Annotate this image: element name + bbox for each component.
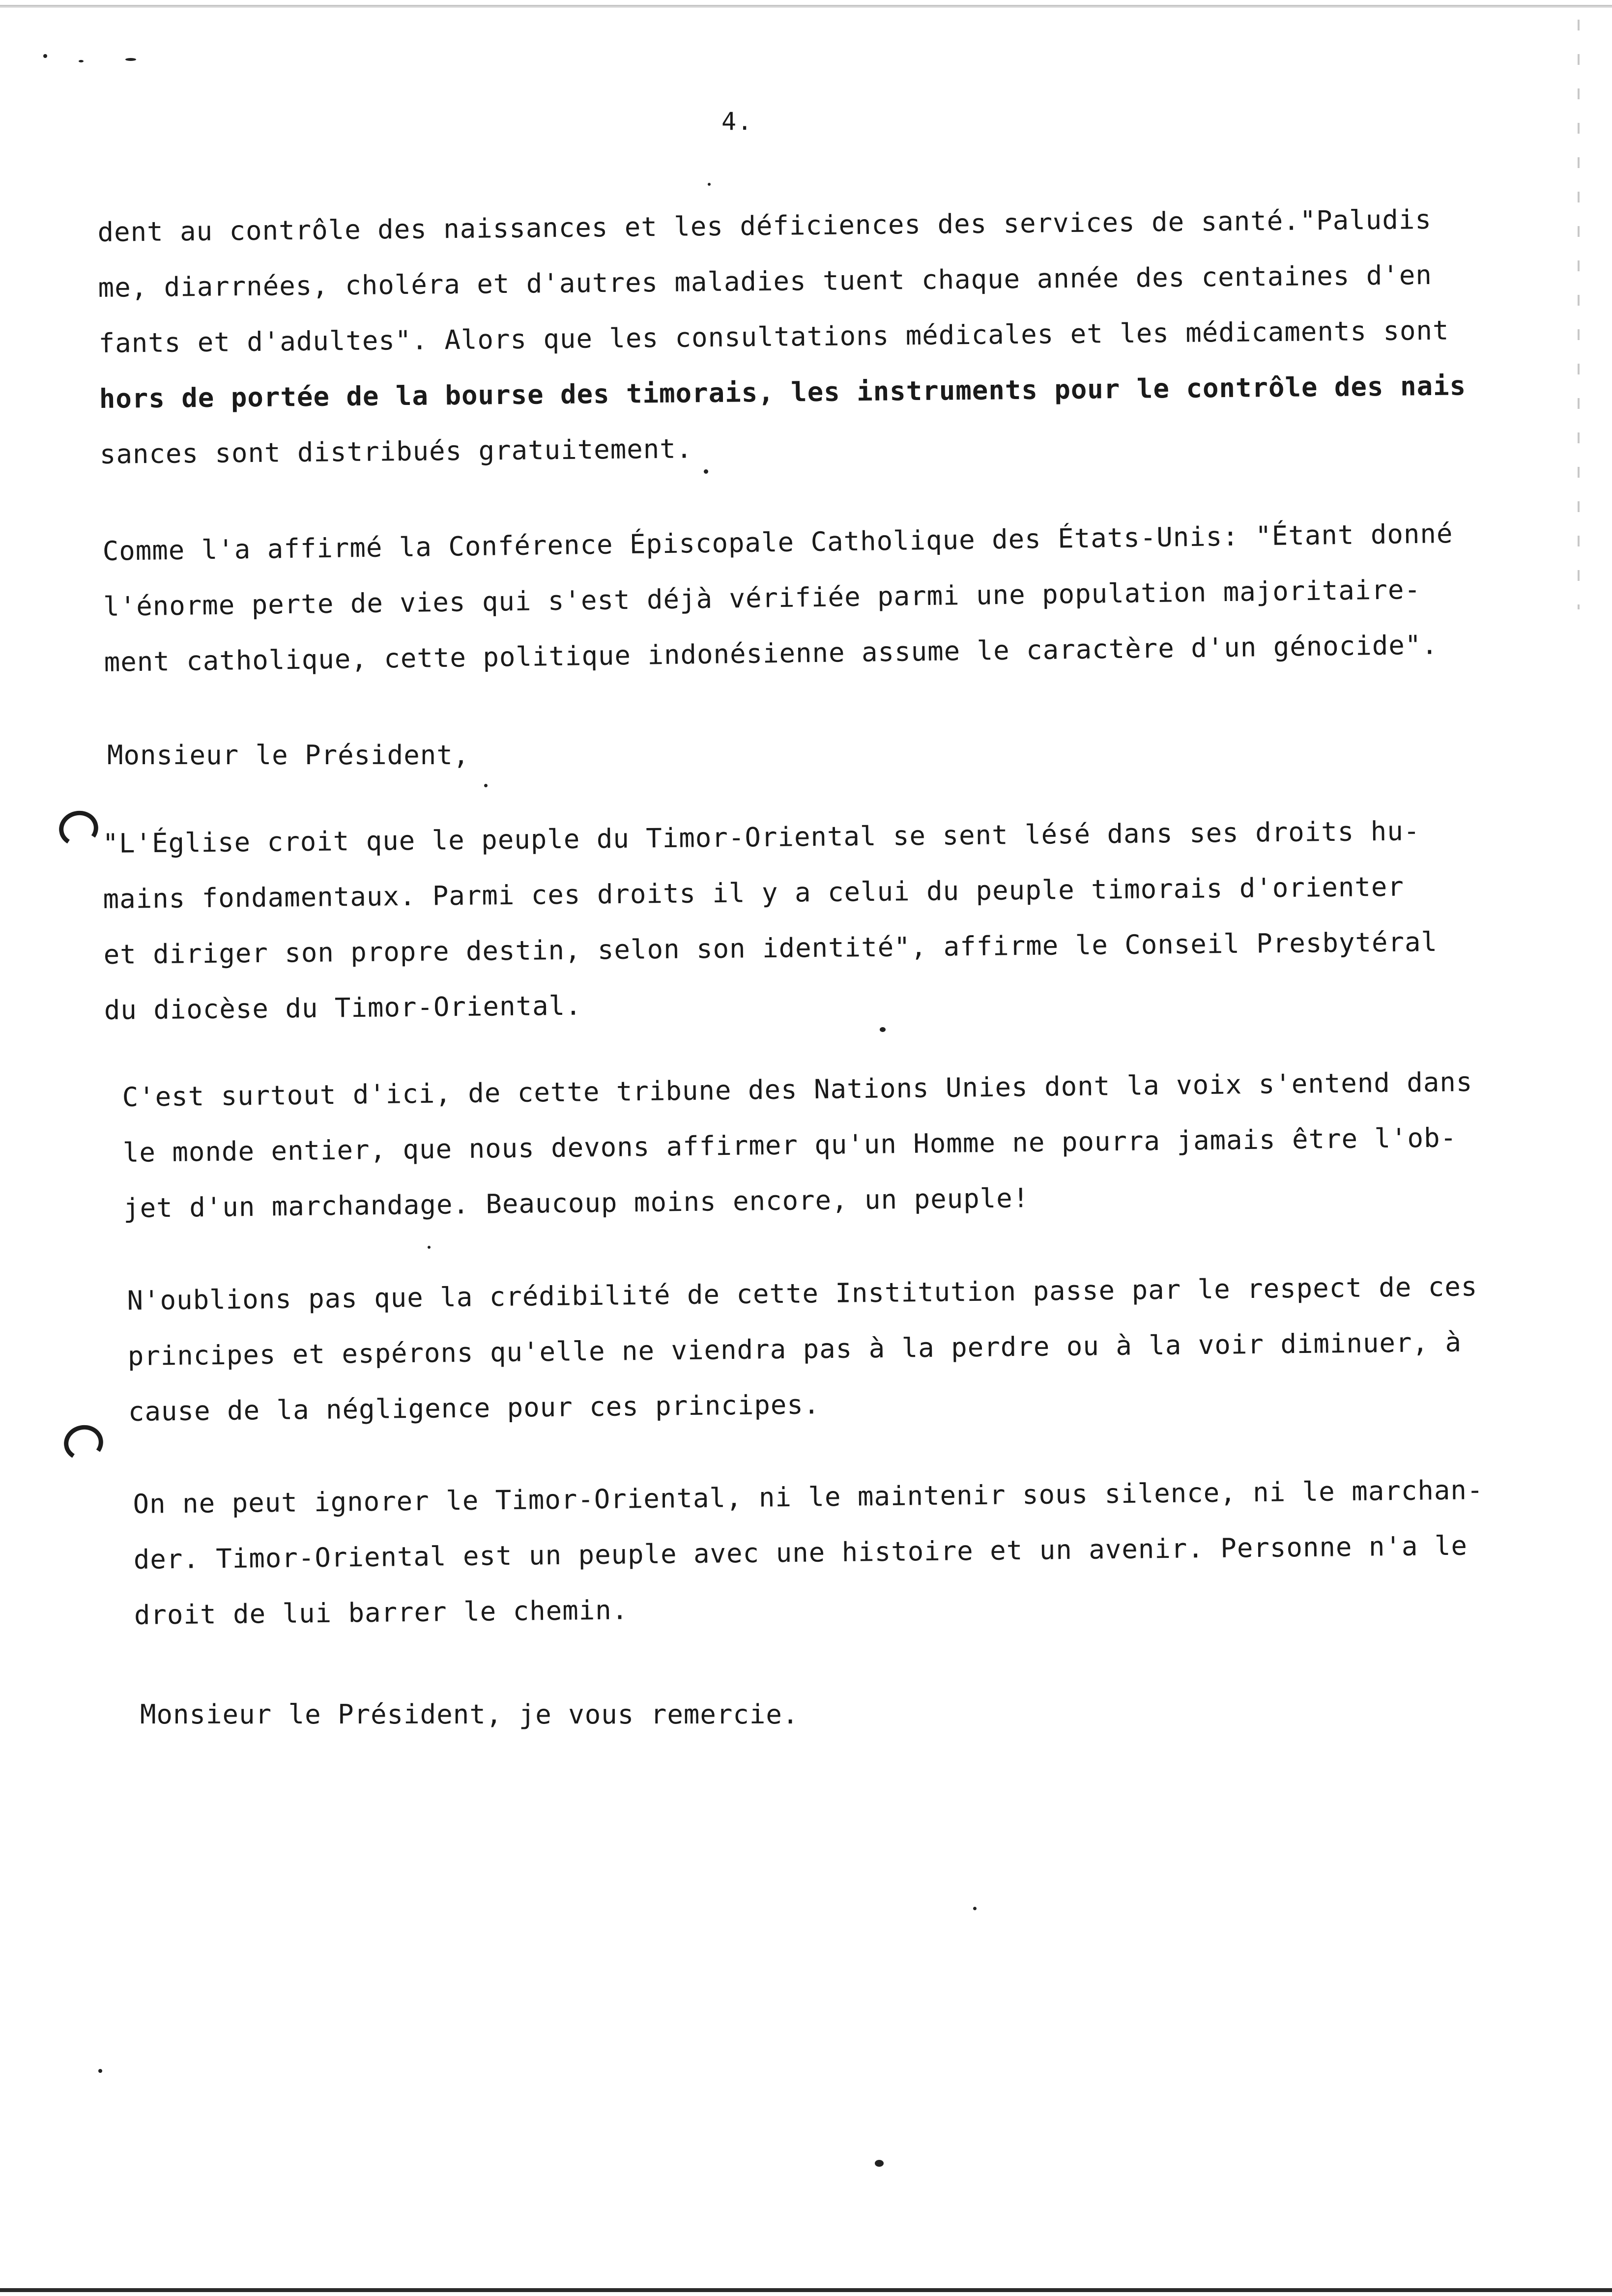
text-line: C'est surtout d'ici, de cette tribune des Nations Unies dont la voix s'entend dans: [122, 1066, 1473, 1113]
paragraph-address-president: [107, 727, 469, 783]
text-line: fants et d'adultes". Alors que les consultations médicales et les médicaments sont: [98, 315, 1449, 359]
text-line: dent au contrôle des naissances et les déficiences des services de santé."Paludis: [97, 203, 1432, 248]
text-line: sances sont distribués gratuitement.: [99, 433, 693, 470]
paragraph-church-quote: [102, 803, 1439, 1038]
scan-speck: [708, 183, 711, 186]
text-line: principes et espérons qu'elle ne viendra pas à la perdre ou à la voir diminuer, à: [127, 1326, 1462, 1372]
text-line: "L'Église croit que le peuple du Timor-Oriental se sent lésé dans ses droits hu-: [102, 815, 1420, 859]
scan-speck: [79, 60, 84, 62]
text-line: ment catholique, cette politique indonésienne assume le caractère d'un génocide".: [104, 629, 1439, 678]
text-line: der. Timor-Oriental est un peuple avec une histoire et un avenir. Personne n'a le: [133, 1530, 1468, 1575]
scan-speck: [428, 1246, 431, 1249]
scan-speck: [880, 1027, 886, 1032]
text-line: Monsieur le Président, je vous remercie.: [140, 1699, 799, 1730]
scan-top-edge: [0, 5, 1612, 8]
text-line: mains fondamentaux. Parmi ces droits il y a celui du peuple timorais d'orienter: [103, 871, 1405, 915]
paragraph-credibility: [127, 1259, 1479, 1439]
scan-speck: [98, 2069, 102, 2073]
scan-speck: [875, 2160, 884, 2167]
page-number: 4.: [721, 107, 753, 136]
scan-bottom-edge: [0, 2288, 1612, 2292]
paragraph-timor-future: [133, 1462, 1485, 1643]
punch-hole-mark: [60, 1421, 106, 1464]
scan-right-edge: [1578, 20, 1580, 609]
scan-speck: [973, 1907, 977, 1910]
scan-speck: [484, 784, 488, 787]
paragraph-closing: [140, 1687, 799, 1742]
paragraph-episcopal-conference: [102, 506, 1455, 690]
paragraph-united-nations: [122, 1054, 1474, 1236]
scan-speck: [43, 54, 47, 58]
text-line: droit de lui barrer le chemin.: [134, 1594, 629, 1631]
text-line: le monde entier, que nous devons affirmer qu'un Homme ne pourra jamais être l'ob-: [122, 1122, 1457, 1168]
text-line: hors de portée de la bourse des timorais, les instruments pour le contrôle des nais: [99, 370, 1467, 414]
text-line: N'oublions pas que la crédibilité de cette Institution passe par le respect de ces: [127, 1271, 1478, 1316]
text-line: me, diarrnées, choléra et d'autres maladies tuent chaque année des centaines d'en: [98, 259, 1433, 303]
text-line: Monsieur le Président,: [107, 740, 470, 771]
scan-speck: [704, 469, 708, 474]
text-line: du diocèse du Timor-Oriental.: [104, 990, 582, 1026]
text-line: cause de la négligence pour ces principes.: [128, 1389, 820, 1427]
text-line: l'énorme perte de vies qui s'est déjà vérifiée parmi une population majoritaire-: [103, 574, 1421, 622]
text-line: et diriger son propre destin, selon son identité", affirme le Conseil Presbytéral: [103, 926, 1438, 970]
text-line: On ne peut ignorer le Timor-Oriental, ni le maintenir sous silence, ni le marchan-: [133, 1474, 1484, 1520]
text-line: jet d'un marchandage. Beaucoup moins encore, un peuple!: [123, 1182, 1030, 1224]
punch-hole-mark: [56, 807, 101, 850]
text-line: Comme l'a affirmé la Conférence Épiscopale Catholique des États-Unis: "Étant donné: [102, 518, 1453, 567]
scan-speck: [125, 58, 136, 61]
paragraph-health-services: [97, 191, 1467, 482]
